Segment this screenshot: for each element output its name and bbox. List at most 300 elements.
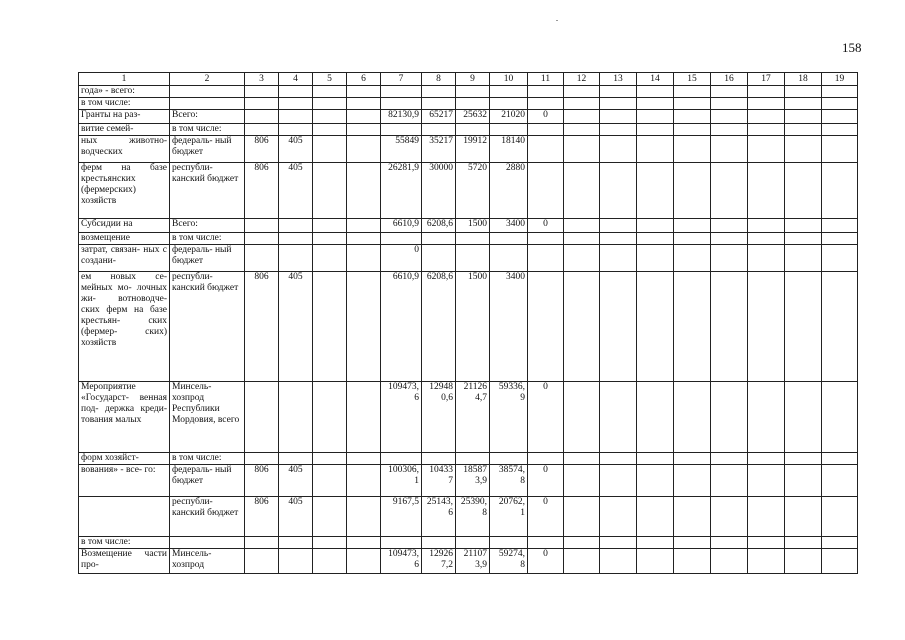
empty-cell [711,219,748,233]
empty-cell [564,136,600,163]
amount-cell [456,98,490,110]
amount-cell: 109473, 6 [381,382,422,453]
empty-cell [674,86,711,98]
program-name-cell: возмещение [79,233,170,245]
amount-cell: 82130,9 [381,110,422,124]
table-row [79,163,858,219]
table-row [79,136,858,163]
amount-cell: 0 [381,245,422,272]
amount-cell [528,245,564,272]
amount-cell [528,537,564,549]
header-cell: 15 [674,73,711,86]
empty-cell [347,497,381,537]
empty-cell [600,465,637,497]
program-name-cell: ных животно- водческих [79,136,170,163]
ministry-code-cell [245,219,279,233]
amount-cell: 21020 [490,110,528,124]
empty-cell [313,537,347,549]
empty-cell [785,98,822,110]
header-cell: 9 [456,73,490,86]
empty-cell [313,219,347,233]
header-cell: 11 [528,73,564,86]
amount-cell: 6208,6 [422,272,456,382]
amount-cell: 55849 [381,136,422,163]
empty-cell [674,136,711,163]
amount-cell [456,124,490,136]
header-cell: 4 [279,73,313,86]
funding-source-cell: Минсель- хозпрод Республики Мордовия, всего [170,382,245,453]
ministry-code-cell: 806 [245,272,279,382]
empty-cell [347,382,381,453]
empty-cell [600,497,637,537]
amount-cell [456,245,490,272]
amount-cell: 0 [528,110,564,124]
empty-cell [600,86,637,98]
empty-cell [674,382,711,453]
amount-cell [381,537,422,549]
ministry-code-cell [245,124,279,136]
program-name-cell: витие семей- [79,124,170,136]
ministry-code-cell [245,549,279,574]
section-code-cell: 405 [279,465,313,497]
empty-cell [600,219,637,233]
amount-cell: 25632 [456,110,490,124]
empty-cell [564,219,600,233]
table-row [79,497,858,537]
amount-cell: 0 [528,465,564,497]
amount-cell [528,98,564,110]
table-row [79,453,858,465]
empty-cell [637,86,674,98]
amount-cell: 6208,6 [422,219,456,233]
amount-cell [528,453,564,465]
funding-source-cell: в том числе: [170,453,245,465]
table-row [79,549,858,574]
table-row [79,537,858,549]
program-name-cell: Субсидии на [79,219,170,233]
amount-cell [490,245,528,272]
empty-cell [674,465,711,497]
amount-cell: 18140 [490,136,528,163]
empty-cell [785,453,822,465]
table-row [79,465,858,497]
empty-cell [674,233,711,245]
empty-cell [600,549,637,574]
empty-cell [822,98,858,110]
empty-cell [313,465,347,497]
empty-cell [637,453,674,465]
amount-cell [456,86,490,98]
empty-cell [313,110,347,124]
program-name-cell [79,497,170,537]
amount-cell: 21126 4,7 [456,382,490,453]
empty-cell [785,86,822,98]
empty-cell [674,453,711,465]
empty-cell [748,497,785,537]
amount-cell [422,98,456,110]
section-code-cell [279,549,313,574]
program-name-cell: Возмещение части про- [79,549,170,574]
empty-cell [822,110,858,124]
empty-cell [748,465,785,497]
amount-cell [456,233,490,245]
amount-cell [528,136,564,163]
amount-cell: 0 [528,382,564,453]
ministry-code-cell [245,453,279,465]
empty-cell [637,163,674,219]
empty-cell [785,537,822,549]
program-name-cell: вования» - все- го: [79,465,170,497]
amount-cell: 3400 [490,219,528,233]
empty-cell [674,497,711,537]
program-name-cell: в том числе: [79,98,170,110]
section-code-cell [279,110,313,124]
ministry-code-cell [245,86,279,98]
empty-cell [347,233,381,245]
empty-cell [822,382,858,453]
empty-cell [785,465,822,497]
empty-cell [748,245,785,272]
scan-speck [556,20,558,21]
empty-cell [347,163,381,219]
amount-cell: 6610,9 [381,219,422,233]
amount-cell: 18587 3,9 [456,465,490,497]
amount-cell [528,124,564,136]
empty-cell [347,453,381,465]
amount-cell: 20762, 1 [490,497,528,537]
empty-cell [347,537,381,549]
empty-cell [347,98,381,110]
section-code-cell [279,453,313,465]
empty-cell [313,124,347,136]
empty-cell [637,537,674,549]
amount-cell [528,233,564,245]
empty-cell [347,86,381,98]
header-cell: 16 [711,73,748,86]
amount-cell [456,537,490,549]
empty-cell [711,497,748,537]
ministry-code-cell: 806 [245,465,279,497]
empty-cell [822,124,858,136]
table-row [79,110,858,124]
amount-cell: 30000 [422,163,456,219]
empty-cell [674,219,711,233]
header-cell: 8 [422,73,456,86]
empty-cell [822,549,858,574]
empty-cell [347,549,381,574]
empty-cell [822,136,858,163]
empty-cell [711,537,748,549]
amount-cell: 0 [528,549,564,574]
amount-cell: 2880 [490,163,528,219]
empty-cell [564,465,600,497]
empty-cell [637,272,674,382]
empty-cell [564,245,600,272]
empty-cell [564,163,600,219]
ministry-code-cell: 806 [245,136,279,163]
empty-cell [564,549,600,574]
header-cell: 12 [564,73,600,86]
amount-cell [381,86,422,98]
amount-cell [381,98,422,110]
empty-cell [347,465,381,497]
empty-cell [748,124,785,136]
table-row [79,98,858,110]
empty-cell [347,124,381,136]
empty-cell [313,245,347,272]
header-cell: 13 [600,73,637,86]
amount-cell: 0 [528,219,564,233]
ministry-code-cell [245,98,279,110]
funding-source-cell: федераль- ный бюджет [170,245,245,272]
program-name-cell: ферм на базе крестьянских (фермерских) хозяйств [79,163,170,219]
empty-cell [600,98,637,110]
empty-cell [674,98,711,110]
empty-cell [313,163,347,219]
program-name-cell: в том числе: [79,537,170,549]
amount-cell [422,124,456,136]
program-name-cell: Гранты на раз- [79,110,170,124]
empty-cell [748,272,785,382]
header-cell: 1 [79,73,170,86]
empty-cell [711,124,748,136]
empty-cell [313,136,347,163]
section-code-cell [279,382,313,453]
empty-cell [564,86,600,98]
empty-cell [313,549,347,574]
empty-cell [564,497,600,537]
empty-cell [637,465,674,497]
empty-cell [600,163,637,219]
empty-cell [748,549,785,574]
empty-cell [674,110,711,124]
empty-cell [600,537,637,549]
empty-cell [674,245,711,272]
table-row [79,219,858,233]
empty-cell [637,497,674,537]
amount-cell [490,537,528,549]
section-code-cell: 405 [279,497,313,537]
empty-cell [748,219,785,233]
section-code-cell [279,537,313,549]
section-code-cell [279,219,313,233]
amount-cell: 109473, 6 [381,549,422,574]
empty-cell [313,453,347,465]
empty-cell [711,163,748,219]
empty-cell [748,86,785,98]
empty-cell [822,86,858,98]
empty-cell [822,245,858,272]
empty-cell [711,110,748,124]
amount-cell: 12926 7,2 [422,549,456,574]
header-cell: 10 [490,73,528,86]
section-code-cell: 405 [279,272,313,382]
header-cell: 3 [245,73,279,86]
empty-cell [748,110,785,124]
empty-cell [637,136,674,163]
amount-cell [528,86,564,98]
amount-cell: 38574, 8 [490,465,528,497]
funding-source-cell: федераль- ный бюджет [170,136,245,163]
program-name-cell: ем новых се- мейных мо- лочных жи- вотноводче- ских ферм на базе крестьян- ских (фермер- ских) хозяйств [79,272,170,382]
amount-cell: 59336, 9 [490,382,528,453]
amount-cell [381,124,422,136]
header-cell: 7 [381,73,422,86]
amount-cell: 26281,9 [381,163,422,219]
amount-cell [490,453,528,465]
amount-cell: 12948 0,6 [422,382,456,453]
empty-cell [785,124,822,136]
amount-cell [528,272,564,382]
empty-cell [674,537,711,549]
empty-cell [748,163,785,219]
funding-source-cell: Всего: [170,110,245,124]
header-cell: 14 [637,73,674,86]
ministry-code-cell [245,233,279,245]
section-code-cell [279,98,313,110]
ministry-code-cell [245,110,279,124]
empty-cell [822,453,858,465]
amount-cell: 3400 [490,272,528,382]
empty-cell [785,549,822,574]
empty-cell [785,272,822,382]
empty-cell [564,272,600,382]
amount-cell: 25390, 8 [456,497,490,537]
empty-cell [564,233,600,245]
empty-cell [711,549,748,574]
section-code-cell: 405 [279,136,313,163]
empty-cell [748,537,785,549]
funding-source-cell: республи- канский бюджет [170,272,245,382]
program-name-cell: Мероприятие «Государст- венная под- держка креди- тования малых [79,382,170,453]
empty-cell [748,233,785,245]
empty-cell [637,219,674,233]
funding-source-cell: в том числе: [170,233,245,245]
amount-cell [490,124,528,136]
amount-cell [422,233,456,245]
amount-cell: 35217 [422,136,456,163]
empty-cell [600,453,637,465]
table-row [79,233,858,245]
header-cell: 17 [748,73,785,86]
funding-source-cell: федераль- ный бюджет [170,465,245,497]
empty-cell [313,98,347,110]
empty-cell [711,272,748,382]
empty-cell [674,124,711,136]
section-code-cell [279,233,313,245]
funding-source-cell: в том числе: [170,124,245,136]
empty-cell [347,272,381,382]
amount-cell: 21107 3,9 [456,549,490,574]
section-code-cell [279,86,313,98]
empty-cell [711,465,748,497]
amount-cell: 9167,5 [381,497,422,537]
amount-cell: 0 [528,497,564,537]
ministry-code-cell [245,382,279,453]
empty-cell [711,98,748,110]
empty-cell [711,86,748,98]
empty-cell [564,98,600,110]
empty-cell [564,382,600,453]
funding-source-cell [170,537,245,549]
empty-cell [313,497,347,537]
section-code-cell: 405 [279,163,313,219]
empty-cell [674,272,711,382]
empty-cell [711,382,748,453]
section-code-cell [279,124,313,136]
budget-table [78,72,858,574]
amount-cell [422,453,456,465]
empty-cell [637,382,674,453]
empty-cell [711,233,748,245]
empty-cell [785,497,822,537]
empty-cell [637,245,674,272]
amount-cell: 1500 [456,219,490,233]
empty-cell [748,136,785,163]
empty-cell [564,453,600,465]
empty-cell [711,136,748,163]
amount-cell: 59274, 8 [490,549,528,574]
page-number: 158 [842,40,862,55]
empty-cell [600,110,637,124]
empty-cell [748,453,785,465]
amount-cell [422,537,456,549]
table-row [79,245,858,272]
amount-cell: 65217 [422,110,456,124]
empty-cell [822,233,858,245]
amount-cell [381,453,422,465]
empty-cell [637,124,674,136]
amount-cell: 25143, 6 [422,497,456,537]
empty-cell [347,136,381,163]
header-cell: 19 [822,73,858,86]
table-row [79,272,858,382]
table-row [79,382,858,453]
amount-cell [528,163,564,219]
amount-cell [490,86,528,98]
amount-cell [381,233,422,245]
amount-cell: 6610,9 [381,272,422,382]
empty-cell [822,537,858,549]
empty-cell [637,110,674,124]
funding-source-cell: республи- канский бюджет [170,163,245,219]
empty-cell [748,382,785,453]
empty-cell [785,245,822,272]
empty-cell [785,233,822,245]
empty-cell [600,124,637,136]
amount-cell [422,245,456,272]
empty-cell [748,98,785,110]
ministry-code-cell [245,537,279,549]
empty-cell [674,549,711,574]
empty-cell [564,537,600,549]
ministry-code-cell: 806 [245,497,279,537]
amount-cell [422,86,456,98]
empty-cell [785,110,822,124]
empty-cell [822,163,858,219]
program-name-cell: форм хозяйст- [79,453,170,465]
program-name-cell: года» - всего: [79,86,170,98]
funding-source-cell [170,98,245,110]
empty-cell [785,136,822,163]
funding-source-cell [170,86,245,98]
empty-cell [637,98,674,110]
table-row [79,124,858,136]
empty-cell [637,549,674,574]
amount-cell: 19912 [456,136,490,163]
ministry-code-cell: 806 [245,163,279,219]
empty-cell [822,219,858,233]
